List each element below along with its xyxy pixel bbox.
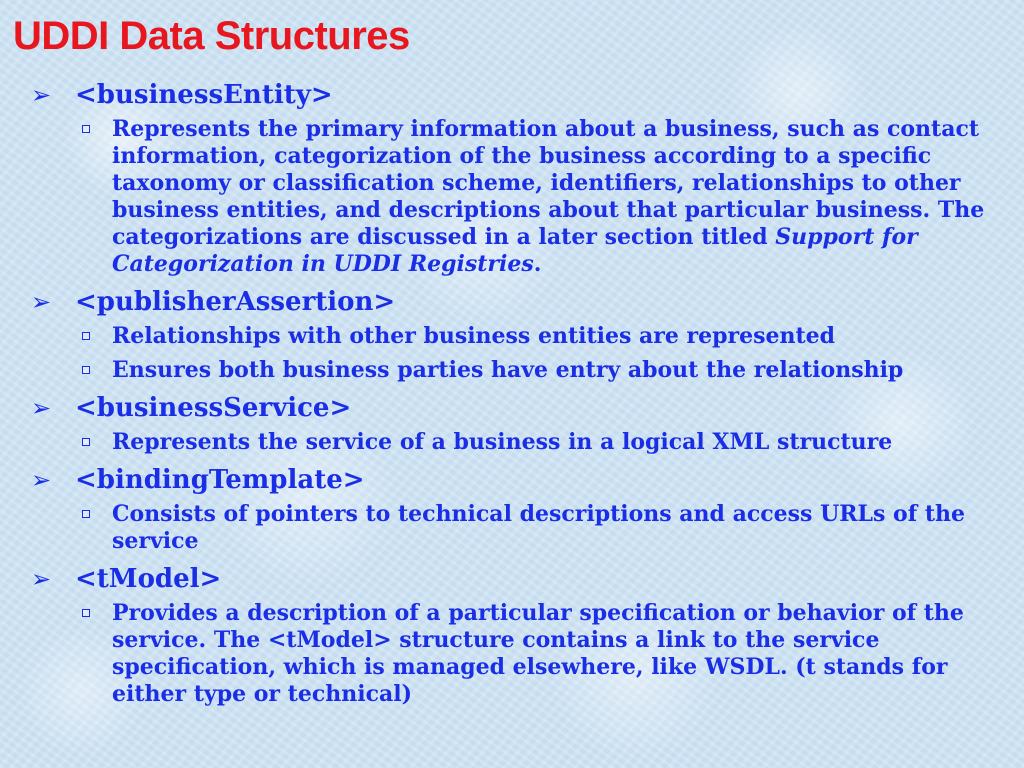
arrow-bullet-icon: ➢ xyxy=(31,288,52,316)
sub-bullet-item xyxy=(0,357,1024,384)
section-heading-publisherassertion xyxy=(0,285,1024,319)
square-bullet-icon xyxy=(82,609,90,617)
sub-bullet-item xyxy=(0,600,1024,708)
section-heading-label: <businessEntity> xyxy=(75,80,333,110)
square-bullet-icon xyxy=(82,125,90,133)
square-bullet-icon xyxy=(82,332,90,340)
sub-bullet-text: Represents the service of a business in a logical XML structure xyxy=(112,429,893,455)
arrow-bullet-icon: ➢ xyxy=(31,565,52,593)
section-heading-label: <businessService> xyxy=(75,393,352,423)
square-bullet-icon xyxy=(82,510,90,518)
square-bullet-icon xyxy=(82,438,90,446)
section-heading-tmodel xyxy=(0,562,1024,596)
sub-bullet-suffix: . xyxy=(533,251,542,277)
section-heading-label: <bindingTemplate> xyxy=(75,465,365,495)
sub-bullet-text: Provides a description of a particular specification or behavior of the service. The <tModel> structure contains a link to the service specification, which is managed elsewhere, like WSDL. (t stands for either type or technical) xyxy=(112,600,964,707)
sub-bullet-text: Consists of pointers to technical descriptions and access URLs of the service xyxy=(112,501,966,554)
sub-bullet-item xyxy=(0,116,1024,278)
arrow-bullet-icon: ➢ xyxy=(31,394,52,422)
section-heading-businessservice xyxy=(0,391,1024,425)
arrow-bullet-icon: ➢ xyxy=(31,81,52,109)
page-title: UDDI Data Structures xyxy=(13,14,410,58)
sub-bullet-item xyxy=(0,323,1024,350)
arrow-bullet-icon: ➢ xyxy=(31,466,52,494)
sub-bullet-item xyxy=(0,429,1024,456)
section-heading-businessentity xyxy=(0,78,1024,112)
sub-bullet-item xyxy=(0,501,1024,555)
sub-bullet-text: Represents the primary information about a business, such as contact information, categorization of the business according to a specific taxonomy or classification scheme, identifiers, relationships to other business entities, and descriptions about that particular business. The categorizations are discussed in a later section titled xyxy=(112,116,985,250)
section-reference-italic: Support for Categorization in UDDI Registries xyxy=(112,224,918,277)
section-heading-label: <tModel> xyxy=(75,564,222,594)
sub-bullet-text: Relationships with other business entities are represented xyxy=(112,323,836,349)
bullet-list xyxy=(0,78,1024,715)
section-heading-label: <publisherAssertion> xyxy=(75,287,396,317)
section-heading-bindingtemplate xyxy=(0,463,1024,497)
square-bullet-icon xyxy=(82,366,90,374)
sub-bullet-text: Ensures both business parties have entry about the relationship xyxy=(112,357,904,383)
